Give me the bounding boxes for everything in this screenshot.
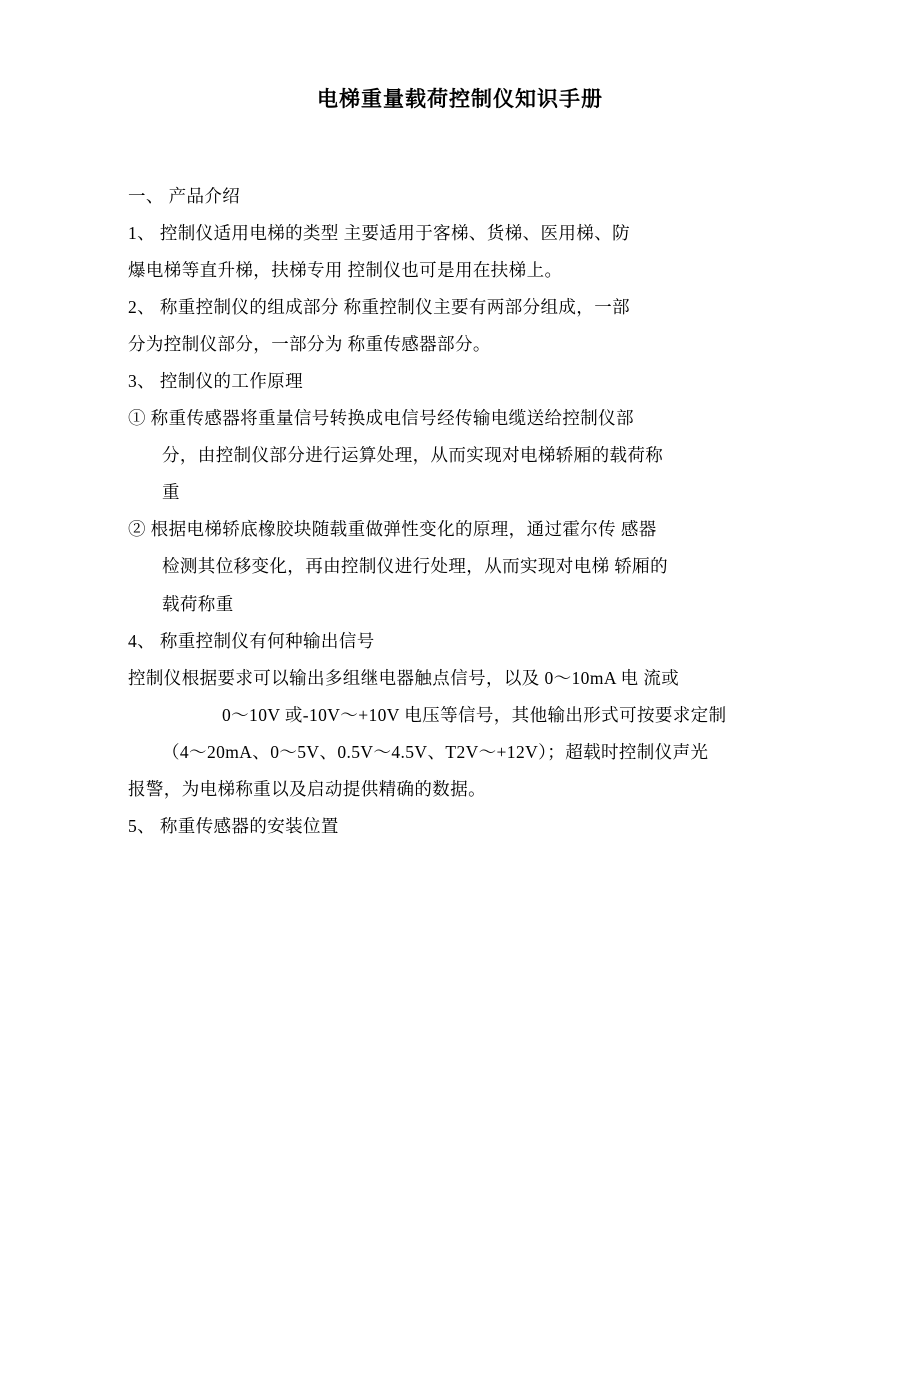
paragraph-item-1-line-1: 1、 控制仪适用电梯的类型 主要适用于客梯、货梯、医用梯、防 (128, 222, 630, 243)
paragraph-item-4-line-3: （4〜20mA、0〜5V、0.5V〜4.5V、T2V〜+12V）；超载时控制仪声光 (162, 741, 709, 762)
paragraph-sub-1-line-1: ① 称重传感器将重量信号转换成电信号经传输电缆送给控制仪部 (128, 408, 634, 429)
paragraph-item-4-line-2: 0〜10V 或-10V〜+10V 电压等信号，其他输出形式可按要求定制 (222, 704, 727, 725)
paragraph-item-4-heading: 4、 称重控制仪有何种输出信号 (128, 630, 375, 651)
paragraph-item-4-line-1: 控制仪根据要求可以输出多组继电器触点信号，以及 0～10mA 电 流或 (128, 667, 680, 688)
paragraph-item-2-line-2: 分为控制仪部分，一部分为 称重传感器部分。 (128, 333, 491, 354)
section-heading-product-intro: 一、 产品介绍 (128, 185, 241, 206)
paragraph-item-3-heading: 3、 控制仪的工作原理 (128, 370, 304, 391)
paragraph-item-4-line-4: 报警，为电梯称重以及启动提供精确的数据。 (128, 779, 486, 799)
paragraph-item-5-heading: 5、 称重传感器的安装位置 (128, 816, 339, 837)
paragraph-item-1-line-2: 爆电梯等直升梯，扶梯专用 控制仪也可是用在扶梯上。 (128, 259, 563, 280)
paragraph-sub-2-line-3: 载荷称重 (162, 593, 234, 614)
paragraph-sub-2-line-2: 检测其位移变化，再由控制仪进行处理，从而实现对电梯 轿厢的 (162, 556, 668, 577)
paragraph-item-2-line-1: 2、 称重控制仪的组成部分 称重控制仪主要有两部分组成，一部 (128, 296, 630, 317)
paragraph-sub-2-line-1: ② 根据电梯轿底橡胶块随载重做弹性变化的原理，通过霍尔传 感器 (128, 519, 657, 540)
document-body (128, 178, 792, 846)
paragraph-sub-1-line-2: 分，由控制仪部分进行运算处理，从而实现对电梯轿厢的载荷称 (162, 445, 664, 466)
document-page (0, 84, 920, 1386)
page-title: 电梯重量载荷控制仪知识手册 (317, 87, 603, 111)
paragraph-sub-1-line-3: 重 (162, 482, 180, 503)
